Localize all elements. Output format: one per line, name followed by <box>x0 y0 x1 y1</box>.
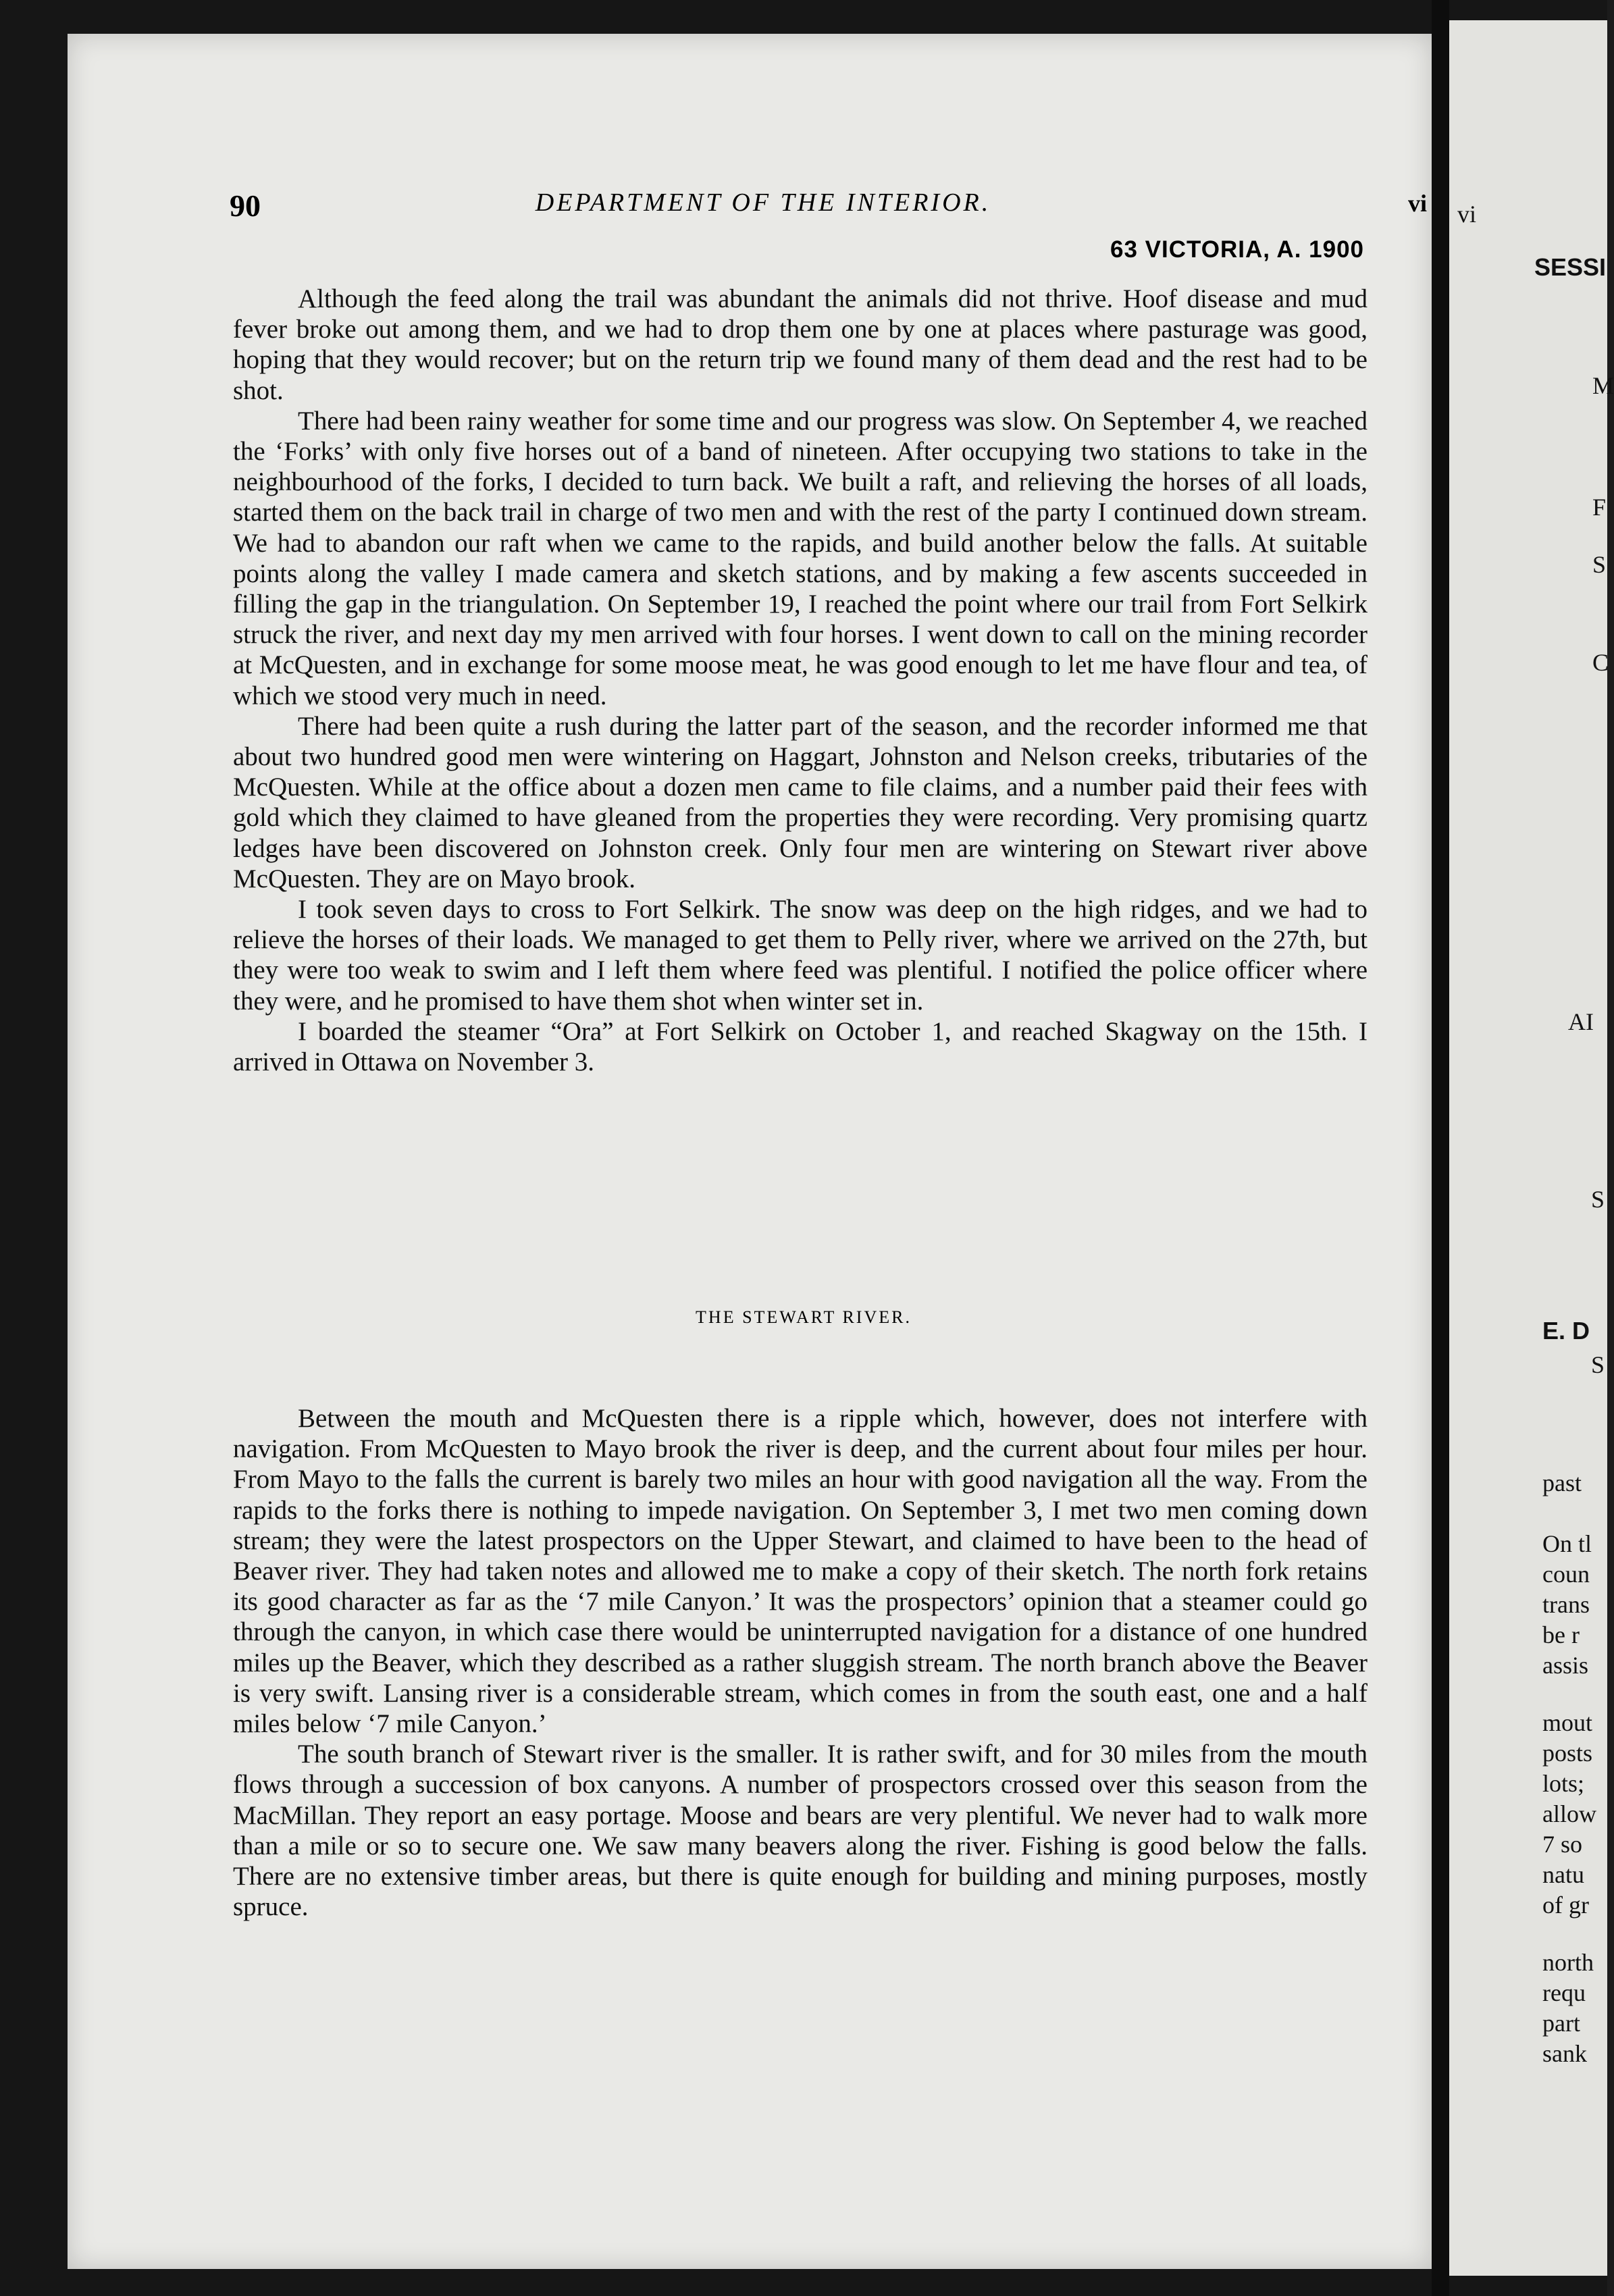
page-number: 90 <box>230 188 261 223</box>
paragraph: I took seven days to cross to Fort Selkirk. The snow was deep on the high ridges, and we had to relieve the horses of their loads. We managed to get them to Pelly river, where we arrived on the 27th, but they were too weak to swim and I left them where feed was plentiful. I notified the police officer where they were, and he promised to have them shot when winter set in. <box>233 895 1368 1016</box>
paragraph: There had been rainy weather for some time and our progress was slow. On September 4, we reached the ‘Forks’ with only five horses out of a band of nineteen. After occupying two stations to take in the neighbourhood of the forks, I decided to turn back. We built a raft, and relieving the horses of all loads, started them on the back trail in charge of two men and with the rest of the party I continued down stream. We had to abandon our raft when we came to the rapids, and build another below the falls. At suitable points along the valley I made camera and sketch stations, and by making a few ascents succeeded in filling the gap in the triangulation. On September 19, I reached the point where our trail from Fort Selkirk struck the river, and next day my men arrived with four horses. I went down to call on the mining recorder at McQuesten, and in exchange for some moose meat, he was good enough to let me have flour and tea, of which we stood very much in need. <box>233 406 1368 710</box>
paragraph: The south branch of Stewart river is the smaller. It is rather swift, and for 30 miles from the mouth flows through a succession of box canyons. A number of prospectors crossed over this season from the MacMillan. They report an easy portage. Moose and bears are very plentiful. We never had to walk more than a mile or so to secure one. We saw many beavers along the river. Fishing is good below the falls. There are no extensive timber areas, but there is quite enough for building and mining purposes, mostly spruce. <box>233 1740 1368 1922</box>
fragment: past <box>1542 1469 1582 1496</box>
fragment: of gr <box>1542 1891 1589 1919</box>
fragment: S <box>1592 551 1607 578</box>
fragment: S <box>1591 1186 1605 1213</box>
fragment: coun <box>1542 1561 1590 1588</box>
paragraph: I boarded the steamer “Ora” at Fort Selkirk on October 1, and reached Skagway on the 15th. I arrived in Ottawa on November 3. <box>233 1016 1368 1077</box>
paragraph: There had been quite a rush during the latter part of the season, and the recorder informed me that about two hundred good men were wintering on Haggart, Johnston and Nelson creeks, tributaries of the McQuesten. While at the office about a dozen men came to file claims, and a number paid their fees with gold which they claimed to have gleaned from the properties they were recording. Very promising quartz ledges have been discovered on Johnston creek. Only four men are wintering on Stewart river above McQuesten. They are on Mayo brook. <box>233 711 1368 893</box>
fragment: vi <box>1457 201 1477 228</box>
fragment: C <box>1592 649 1609 676</box>
session-label: 63 VICTORIA, A. 1900 <box>1110 236 1364 263</box>
fragment: requ <box>1542 1979 1586 2006</box>
fragment: north <box>1542 1949 1594 1976</box>
fragment: SESSI <box>1534 253 1607 281</box>
body-text <box>233 284 1368 1077</box>
page-header <box>162 188 1428 228</box>
fragment: assis <box>1542 1652 1589 1679</box>
paragraph: Although the feed along the trail was abundant the animals did not thrive. Hoof disease and mud fever broke out among them, and we had to drop them one by one at places where pasturage was good, hoping that they would recover; but on the return trip we found many of them dead and the rest had to be shot. <box>233 284 1368 405</box>
binding-gutter <box>1432 0 1449 2296</box>
fragment: S <box>1591 1351 1605 1378</box>
fragment: mout <box>1542 1709 1593 1736</box>
adjacent-page-strip <box>1449 20 1614 2276</box>
fragment: be r <box>1542 1621 1580 1648</box>
fragment: posts <box>1542 1740 1593 1767</box>
fragment: E. D <box>1542 1317 1590 1345</box>
fragment: M <box>1592 372 1614 399</box>
fragment: trans <box>1542 1591 1590 1618</box>
running-title: DEPARTMENT OF THE INTERIOR. <box>535 188 991 217</box>
section-body-text <box>233 1403 1368 1922</box>
fragment: AI <box>1568 1008 1594 1035</box>
section-heading: THE STEWART RIVER. <box>696 1307 912 1327</box>
fragment: sank <box>1542 2040 1587 2067</box>
fragment: On tl <box>1542 1530 1592 1557</box>
fragment: part <box>1542 2010 1580 2037</box>
roman-numeral: vi <box>1408 190 1428 217</box>
fragment: allow <box>1542 1800 1596 1827</box>
fragment: 7 so <box>1542 1831 1583 1858</box>
fragment: natu <box>1542 1861 1584 1888</box>
fragment: lots; <box>1542 1770 1585 1797</box>
fragment: F <box>1592 494 1607 521</box>
paragraph: Between the mouth and McQuesten there is a ripple which, however, does not interfere with navigation. From McQuesten to Mayo brook the river is deep, and the current about four miles per hour. From Mayo to the falls the current is barely two miles an hour with good navigation all the way. From the rapids to the forks there is nothing to impede navigation. On September 3, I met two men coming down stream; they were the latest prospectors on the Upper Stewart, and claimed to have been to the head of Beaver river. They had taken notes and allowed me to make a copy of their sketch. The north fork retains its good character as far as the ‘7 mile Canyon.’ It was the prospectors’ opinion that a steamer could go through the canyon, in which case there would be uninterrupted navigation for a distance of one hundred miles up the Beaver, which they described as a rather sluggish stream. The north branch above the Beaver is very swift. Lansing river is a considerable stream, which comes in from the south east, one and a half miles below ‘7 mile Canyon.’ <box>233 1404 1368 1739</box>
